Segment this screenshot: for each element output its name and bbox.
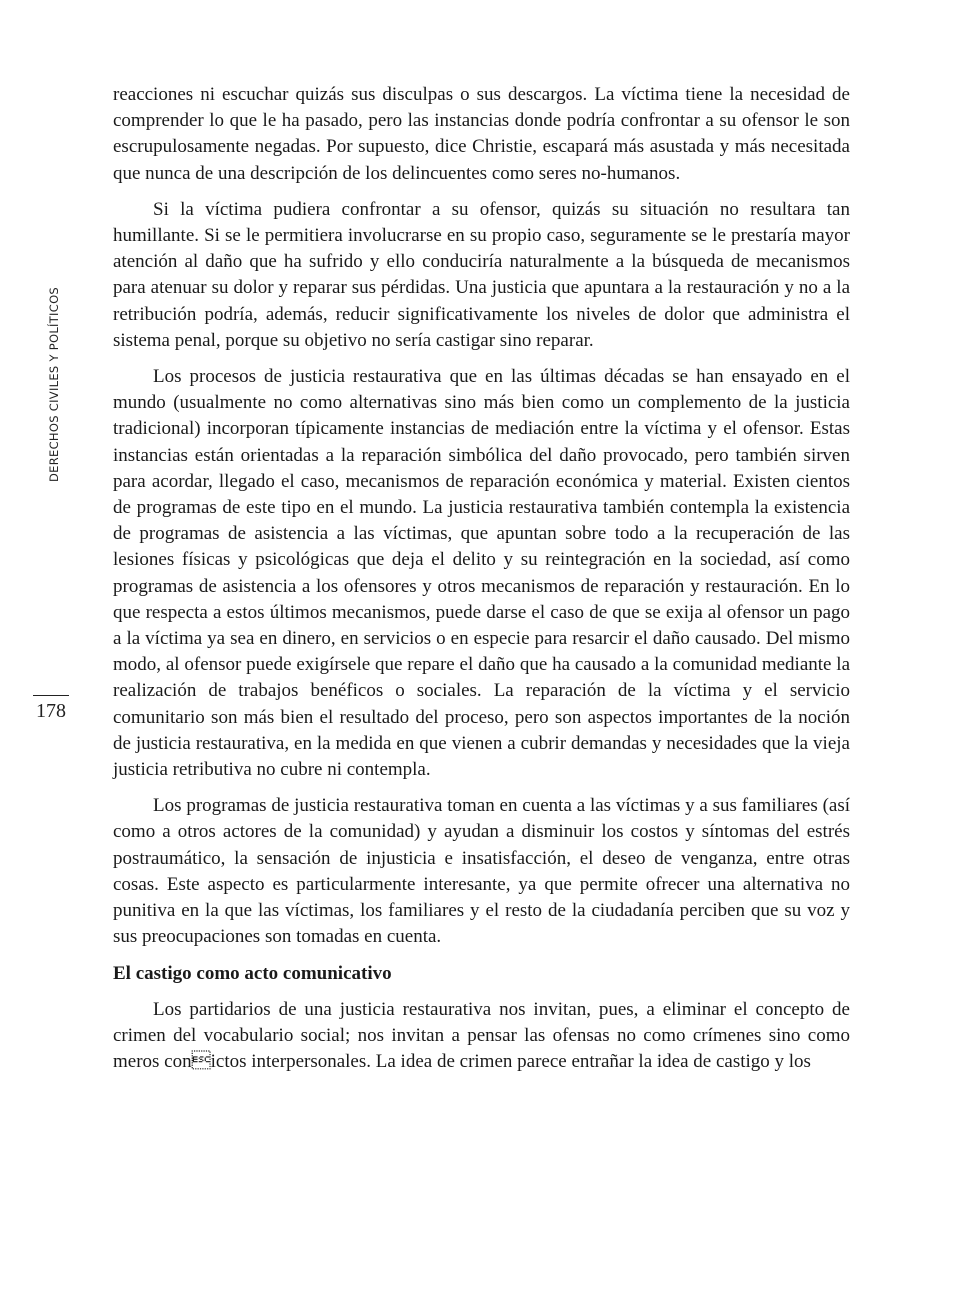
paragraph-3: Los procesos de justicia restaurativa que en las últimas décadas se han ensayado en el mundo (usualmente no como alternativas sino más bien como un complemento de la justicia tradicional) incorporan típicamente instancias de mediación entre la víctima y el ofensor. Estas instancias están orientadas a la reparación simbólica del daño provocado, pero también sirven para acordar, llegado el caso, mecanismos de reparación económica y material. Existen cientos de programas de este tipo en el mundo. La justicia restaurativa también contempla la existencia de programas de asistencia a las víctimas, que apuntan sobre todo a la recuperación de las lesiones físicas y psicológicas que deja el delito y su reintegración en la sociedad, así como programas de asistencia a los ofensores y otros mecanismos de reparación y restauración. En lo que respecta a estos últimos mecanismos, puede darse el caso de que se exija al ofensor un pago a la víctima ya sea en dinero, en servicios o en especie para resarcir el daño causado. Del mismo modo, al ofensor puede exigírsele que repare el daño que ha causado a la comunidad mediante la realización de trabajos benéficos o sociales. La reparación de la víctima y el servicio comunitario son más bien el resultado del proceso, pero son aspectos importantes de la noción de justicia restaurativa, en la medida en que vienen a cubrir demandas y necesidades que la vieja justicia retributiva no cubre ni contempla.: [113, 366, 850, 781]
paragraph-4: Los programas de justicia restaurativa toman en cuenta a las víctimas y a sus familiares (así como a otros actores de la comunidad) y ayudan a disminuir los costos y síntomas del estrés postraumático, la sensación de injusticia e insatisfacción, el deseo de venganza, entre otras cosas. Este aspecto es particularmente interesante, ya que permite ofrecer una alternativa no punitiva en la que las víctimas, los familiares y el resto de la ciudadanía perciben que su voz y sus preocupaciones son tomadas en cuenta.: [113, 795, 850, 948]
paragraph-1: reacciones ni escuchar quizás sus disculpas o sus descargos. La víctima tiene la necesidad de comprender lo que le ha pasado, pero las instancias donde podría confrontar a su ofensor le son escrupulosamente negadas. Por supuesto, dice Christie, escapará más asustada y más necesitada que nunca de una descripción de los delincuentes como seres no-humanos.: [113, 84, 850, 184]
page-number: 178: [36, 700, 66, 722]
paragraph-2: Si la víctima pudiera confrontar a su ofensor, quizás su situación no resultara tan humillante. Si se le permitiera involucrarse en su propio caso, seguramente se le prestaría mayor atención al daño que ha sufrido y ello conduciría naturalmente a la búsqueda de mecanismos para atenuar su dolor y reparar sus pérdidas. Una justicia que apuntara a la restauración y no a la retribución podría, además, reducir significativamente los niveles de dolor que administra el sistema penal, porque su objetivo no sería castigar sino reparar.: [113, 198, 850, 351]
folio-rule: [33, 695, 69, 696]
body-text: [113, 82, 850, 1085]
section-heading: El castigo como acto comunicativo: [113, 962, 392, 984]
running-head: DERECHOS CIVILES Y POLÍTICOS: [47, 286, 61, 482]
section-paragraph-1: Los partidarios de una justicia restaurativa nos invitan, pues, a eliminar el concepto de crimen del vocabulario social; nos invitan a pensar las ofensas no como crímenes sino como meros conictos interpersonales. La idea de crimen parece entrañar la idea de castigo y los: [113, 998, 850, 1073]
